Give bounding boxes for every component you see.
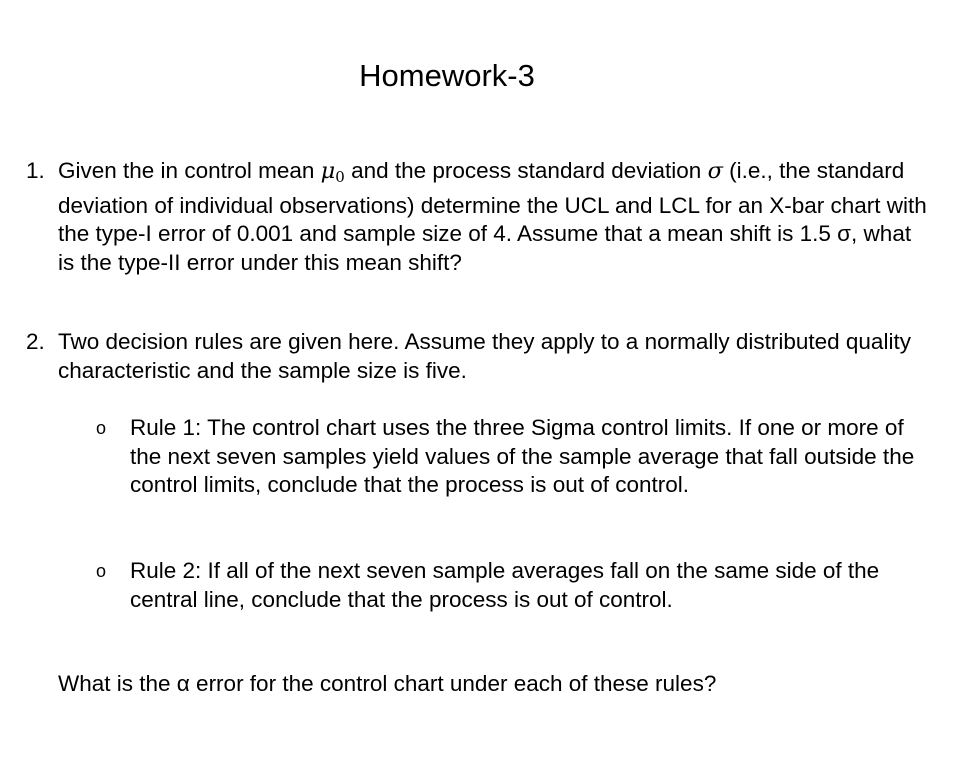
mu-zero-symbol: $\mu_0$ (320, 158, 345, 186)
question-2-text: Two decision rules are given here. Assume they apply to a normally distributed quality characteristic and the sample size is five. (58, 329, 911, 383)
bullet-circle-icon: o (96, 418, 107, 438)
question-1-text-a: Given the in control mean (58, 158, 321, 183)
rule-2-text: Rule 2: If all of the next seven sample averages fall on the same side of the central line, conclude that the process is out of control. (130, 558, 880, 612)
sigma-symbol: σ (707, 158, 723, 184)
page-title: Homework-3 (359, 58, 535, 93)
closing-question: What is the α error for the control chart under each of these rules? (58, 671, 717, 696)
rule-1-text: Rule 1: The control chart uses the three Sigma control limits. If one or more of the next seven samples yield values of the sample average that fall outside the control limits, conclude that the process is out of control. (130, 415, 915, 497)
bullet-circle-icon: o (96, 561, 107, 581)
question-1-number: 1. (26, 158, 45, 183)
question-1-text (58, 157, 928, 277)
question-1-text-b: and the process standard deviation (344, 158, 708, 183)
question-2-number: 2. (26, 329, 45, 354)
question-1-text-c: (i.e., the standard deviation of individual observations) determine the UCL and LCL for an X-bar chart with the type-I error of 0.001 and sample size of 4. Assume that a mean shift is 1.5 σ, what is the type-II error under this mean shift? (58, 158, 927, 275)
